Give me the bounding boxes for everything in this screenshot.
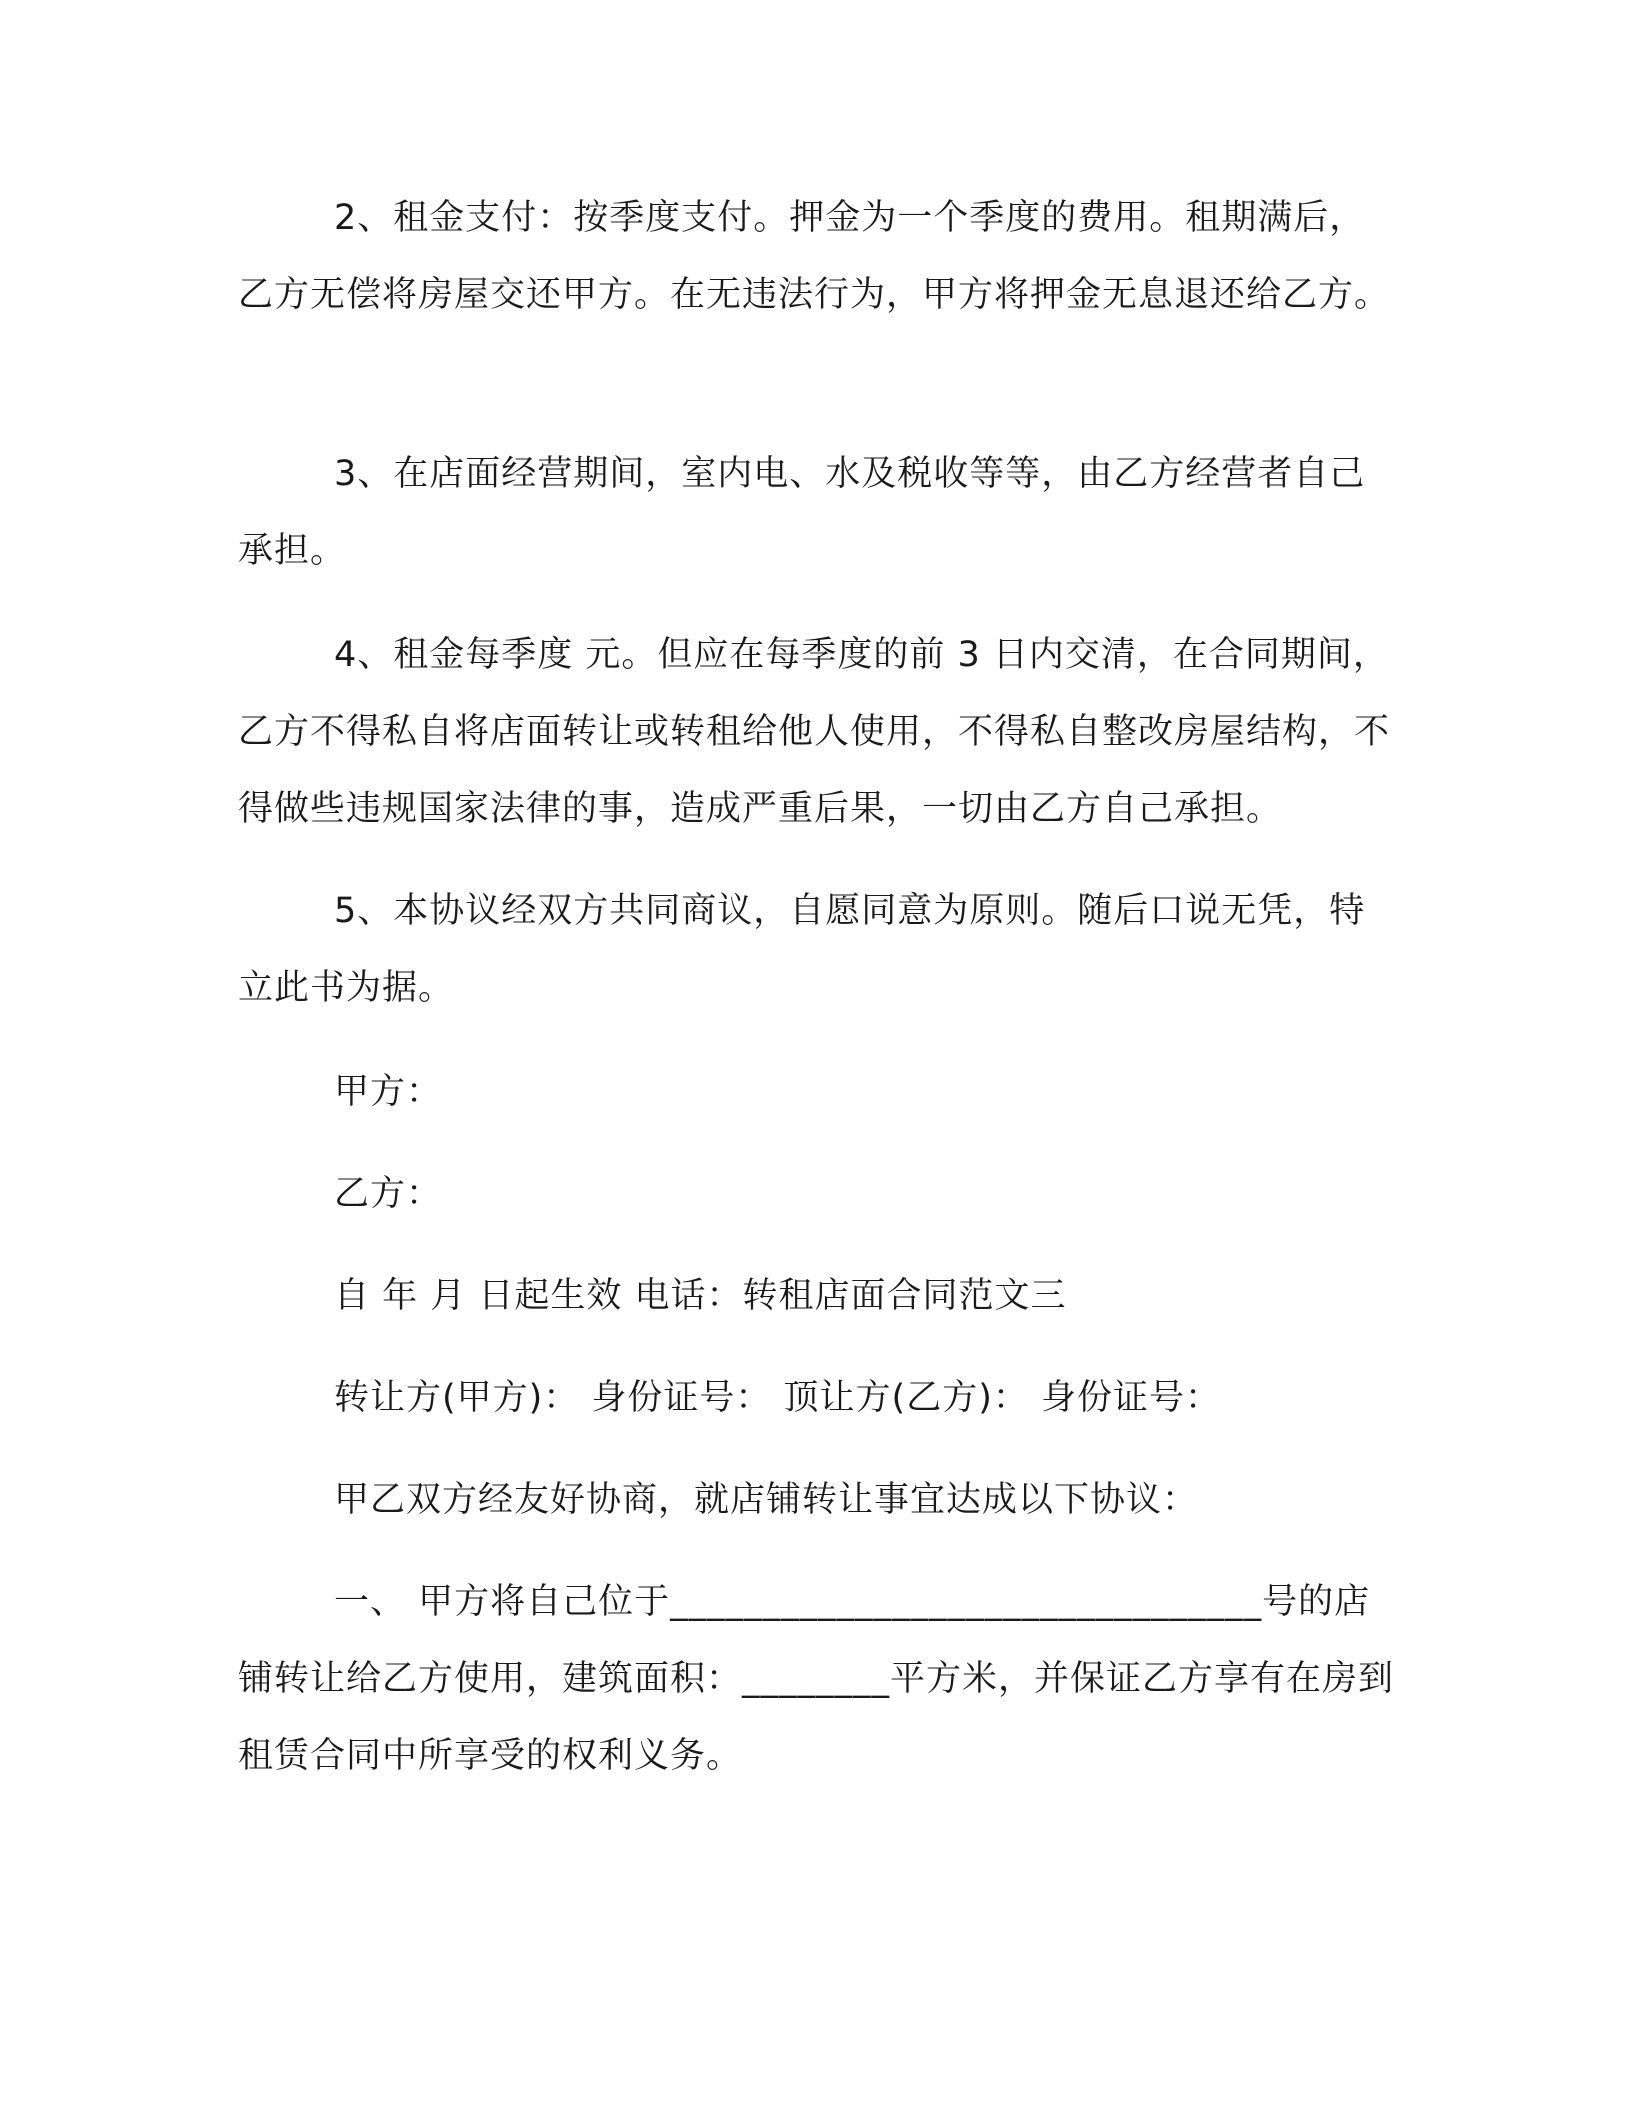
paragraph-agreement: 5、本协议经双方共同商议，自愿同意为原则。随后口说无凭，特立此书为据。: [238, 891, 1366, 1008]
transfer-parties-line: 转让方(甲方)： 身份证号： 顶让方(乙方)： 身份证号：: [334, 1378, 1221, 1418]
party-b-label: 乙方：: [334, 1174, 443, 1214]
paragraph-rent-amount: 4、租金每季度 元。但应在每季度的前 3 日内交清，在合同期间，乙方不得私自将店面转让或转租给他人使用，不得私自整改房屋结构，不得做些违规国家法律的事，造成严重后果，一切由乙方自己承担。: [238, 635, 1391, 829]
paragraph-utilities: 3、在店面经营期间，室内电、水及税收等等，由乙方经营者自己承担。: [238, 454, 1366, 571]
effective-date-line: 自 年 月 日起生效 电话：转租店面合同范文三: [334, 1276, 1067, 1316]
party-a-label: 甲方：: [334, 1072, 443, 1112]
paragraph-rent-payment: 2、租金支付：按季度支付。押金为一个季度的费用。租期满后，乙方无偿将房屋交还甲方。在无违法行为，甲方将押金无息退还给乙方。: [238, 198, 1391, 315]
clause-one: 一、 甲方将自己位于________________________________号的店铺转让给乙方使用，建筑面积：________平方米，并保证乙方享有在房到租赁合同中所享受的权利义务。: [238, 1582, 1395, 1776]
agreement-intro-line: 甲乙双方经友好协商，就店铺转让事宜达成以下协议：: [334, 1480, 1199, 1520]
